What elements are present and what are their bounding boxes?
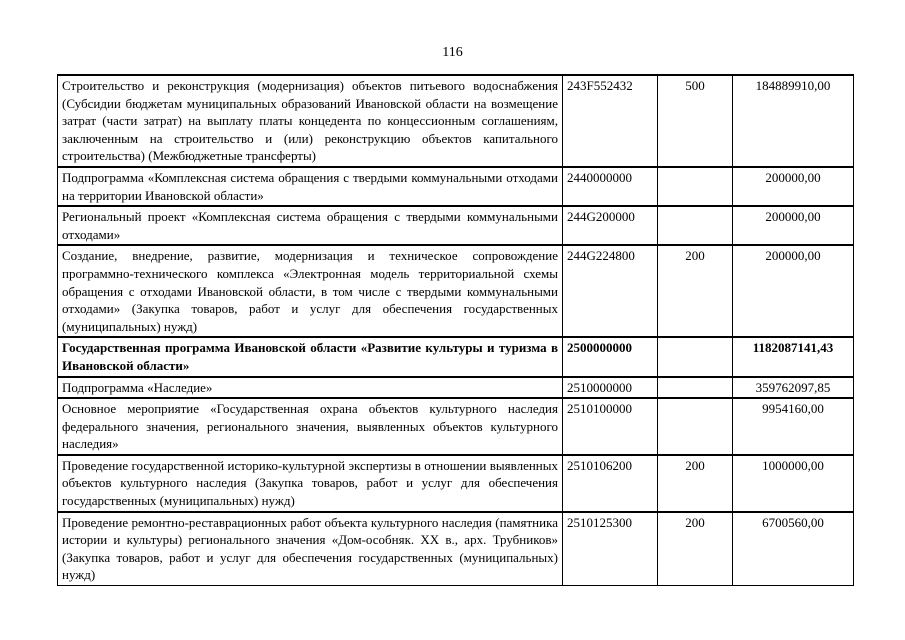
- target-code-cell: 244G224800: [563, 245, 658, 337]
- amount-cell: 200000,00: [733, 167, 854, 206]
- expense-type-cell: 200: [658, 245, 733, 337]
- expense-type-cell: [658, 337, 733, 376]
- table-row: [58, 455, 854, 512]
- amount-cell: 200000,00: [733, 206, 854, 245]
- target-code-cell: 244G200000: [563, 206, 658, 245]
- expense-type-cell: 200: [658, 512, 733, 586]
- table-row: [58, 245, 854, 337]
- item-name-cell: Региональный проект «Комплексная система обращения с твердыми коммунальными отходами»: [58, 206, 563, 245]
- target-code-cell: 2510000000: [563, 377, 658, 399]
- amount-cell: 9954160,00: [733, 398, 854, 455]
- amount-cell: 1182087141,43: [733, 337, 854, 376]
- item-name-cell: Государственная программа Ивановской области «Развитие культуры и туризма в Ивановской области»: [58, 337, 563, 376]
- table-row: [58, 512, 854, 586]
- target-code-cell: 2510106200: [563, 455, 658, 512]
- expense-type-cell: [658, 398, 733, 455]
- item-name-cell: Проведение ремонтно-реставрационных работ объекта культурного наследия (памятника истории и культуры) регионального значения «Дом-особняк. XX в., арх. Трубников» (Закупка товаров, работ и услуг для обеспечения государственных (муниципальных) нужд): [58, 512, 563, 586]
- item-name-cell: Основное мероприятие «Государственная охрана объектов культурного наследия федерального значения, регионального значения, выявленных объектов культурного наследия»: [58, 398, 563, 455]
- item-name-cell: Подпрограмма «Наследие»: [58, 377, 563, 399]
- expense-type-cell: [658, 377, 733, 399]
- amount-cell: 1000000,00: [733, 455, 854, 512]
- target-code-cell: 2510125300: [563, 512, 658, 586]
- table-row: [58, 206, 854, 245]
- target-code-cell: 2440000000: [563, 167, 658, 206]
- target-code-cell: 2500000000: [563, 337, 658, 376]
- expense-type-cell: [658, 206, 733, 245]
- expense-type-cell: 200: [658, 455, 733, 512]
- table-row: [58, 167, 854, 206]
- expense-type-cell: 500: [658, 75, 733, 167]
- item-name-cell: Проведение государственной историко-культурной экспертизы в отношении выявленных объектов культурного наследия (Закупка товаров, работ и услуг для обеспечения государственных (муниципальных) нужд): [58, 455, 563, 512]
- item-name-cell: Подпрограмма «Комплексная система обращения с твердыми коммунальными отходами на территории Ивановской области»: [58, 167, 563, 206]
- page-number: 116: [442, 45, 463, 60]
- amount-cell: 200000,00: [733, 245, 854, 337]
- table-row: [58, 377, 854, 399]
- target-code-cell: 2510100000: [563, 398, 658, 455]
- amount-cell: 6700560,00: [733, 512, 854, 586]
- table-row: [58, 75, 854, 167]
- expense-type-cell: [658, 167, 733, 206]
- table-row: [58, 398, 854, 455]
- budget-table: [57, 74, 854, 586]
- item-name-cell: Создание, внедрение, развитие, модернизация и техническое сопровождение программно-технического комплекса «Электронная модель территориальной схемы обращения с отходами Ивановской области, в том числе с твердыми коммунальными отходами» (Закупка товаров, работ и услуг для обеспечения государственных (муниципальных) нужд): [58, 245, 563, 337]
- amount-cell: 359762097,85: [733, 377, 854, 399]
- table-row: [58, 337, 854, 376]
- amount-cell: 184889910,00: [733, 75, 854, 167]
- item-name-cell: Строительство и реконструкция (модернизация) объектов питьевого водоснабжения (Субсидии бюджетам муниципальных образований Ивановской области на возмещение затрат (части затрат) на выплату платы концедента по концессионным соглашениям, заключенным на строительство и (или) реконструкцию объектов капитального строительства) (Межбюджетные трансферты): [58, 75, 563, 167]
- target-code-cell: 243F552432: [563, 75, 658, 167]
